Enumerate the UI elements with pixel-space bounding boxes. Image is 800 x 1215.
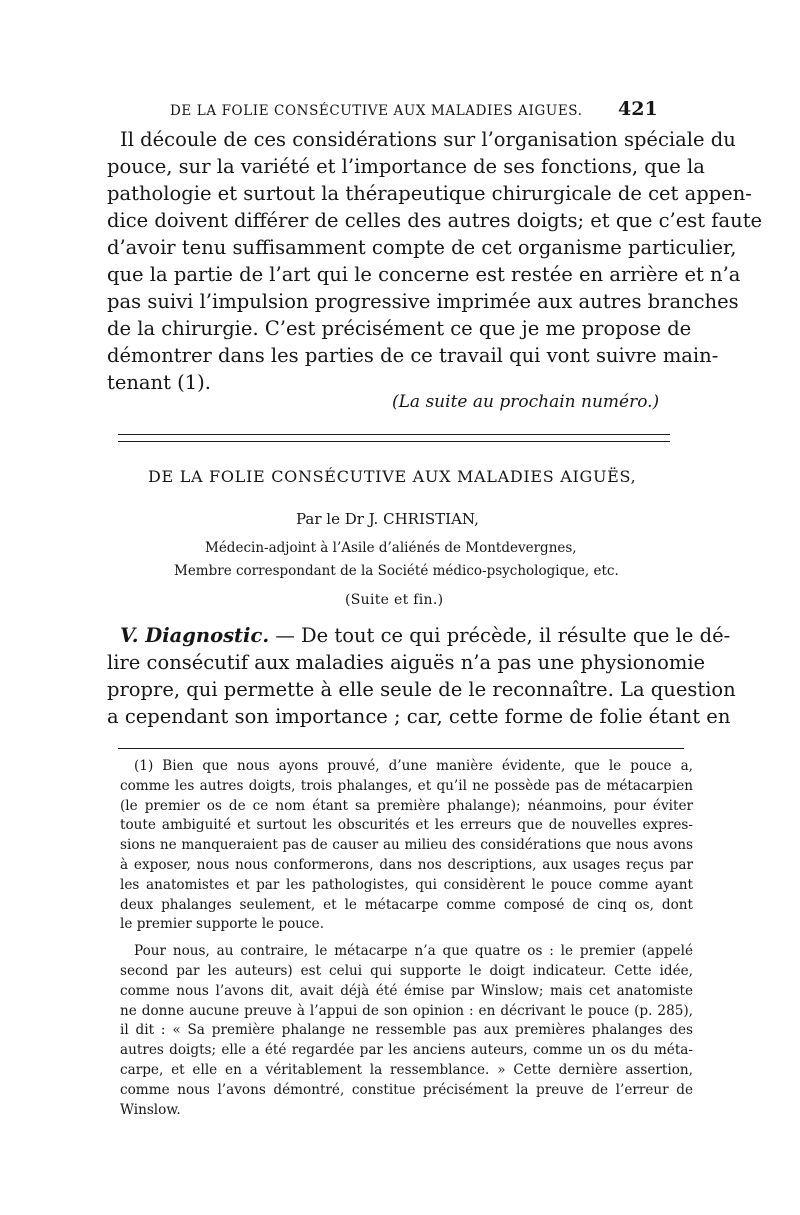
paragraph-gap	[120, 935, 693, 942]
footnote-line: le premier supporte le pouce.	[120, 916, 325, 933]
footnote-line: second par les auteurs) est celui qui supporte le doigt indicateur. Cette idée,	[120, 962, 693, 979]
footnote-line: les anatomistes et par les pathologistes, qui considèrent le pouce comme ayant	[120, 876, 693, 893]
author-affiliation: Membre correspondant de la Société médico-psychologique, etc.	[174, 563, 619, 579]
footnote-line: ne donne aucune preuve à l’appui de son opinion : en décrivant le pouce (p. 285),	[120, 1002, 693, 1019]
footnote-line: il dit : « Sa première phalange ne ressemble pas aux premières phalanges des	[120, 1022, 693, 1039]
section-first-line: — De tout ce qui précède, il résulte que le dé-	[269, 624, 731, 647]
footnote-line: carpe, et elle en a véritablement la ressemblance. » Cette dernière assertion,	[120, 1061, 693, 1078]
footnote-line: toute ambiguité et surtout les obscurités et les erreurs que de nouvelles expres-	[120, 817, 693, 834]
footnote-line: (1) Bien que nous ayons prouvé, d’une manière évidente, que le pouce a,	[134, 758, 693, 774]
footnote-line: Pour nous, au contraire, le métacarpe n’a que quatre os : le premier (appelé	[134, 943, 693, 960]
text-line: dice doivent différer de celles des autres doigts; et que c’est faute	[107, 209, 763, 232]
footnote-line: sions ne manqueraient pas de causer au milieu des considérations que nous avons	[120, 837, 693, 854]
footnote-line: comme nous l’avons démontré, constitue précisément la preuve de l’erreur de	[120, 1081, 693, 1098]
text-line: démontrer dans les parties de ce travail qui vont suivre main-	[107, 344, 719, 367]
section-divider-rule	[118, 434, 670, 442]
text-line: pathologie et surtout la thérapeutique chirurgicale de cet appen-	[107, 182, 752, 205]
text-line	[107, 622, 731, 649]
text-line: a cependant son importance ; car, cette forme de folie étant en	[107, 705, 731, 728]
footnote	[120, 757, 693, 1120]
page-number: 421	[618, 98, 658, 120]
footnote-line: comme nous l’avons dit, avait déjà été émise par Winslow; mais cet anatomiste	[120, 982, 693, 999]
article-title: DE LA FOLIE CONSÉCUTIVE AUX MALADIES AIGUËS,	[148, 467, 637, 486]
text-line: de la chirurgie. C’est précisément ce que je me propose de	[107, 317, 692, 340]
to-be-continued-note: (La suite au prochain numéro.)	[392, 392, 660, 412]
text-line: propre, qui permette à elle seule de le reconnaître. La question	[107, 678, 736, 701]
footnote-line: Winslow.	[120, 1101, 181, 1118]
text-line: pouce, sur la variété et l’importance de ses fonctions, que la	[107, 155, 705, 178]
text-line: d’avoir tenu suffisamment compte de cet organisme particulier,	[107, 236, 737, 259]
footnote-line: autres doigts; elle a été regardée par les anciens auteurs, comme un os du méta-	[120, 1042, 693, 1059]
author-byline: Par le Dr J. CHRISTIAN,	[296, 510, 479, 528]
section-text	[107, 622, 736, 730]
footnote-line: comme les autres doigts, trois phalanges, et qu’il ne possède pas de métacarpien	[120, 777, 693, 794]
section-heading: V. Diagnostic.	[120, 624, 270, 647]
text-line: Il découle de ces considérations sur l’organisation spéciale du	[120, 128, 736, 151]
continuation-note: (Suite et fin.)	[345, 592, 444, 608]
footnote-rule	[118, 748, 684, 749]
text-line: que la partie de l’art qui le concerne est restée en arrière et n’a	[107, 263, 741, 286]
text-line: pas suivi l’impulsion progressive imprimée aux autres branches	[107, 290, 739, 313]
author-affiliation: Médecin-adjoint à l’Asile d’aliénés de Montdevergnes,	[205, 540, 577, 556]
running-head: DE LA FOLIE CONSÉCUTIVE AUX MALADIES AIGUES.	[170, 103, 583, 119]
text-line: tenant (1).	[107, 371, 211, 394]
footnote-line: à exposer, nous nous conformerons, dans nos descriptions, aux usages reçus par	[120, 856, 693, 873]
footnote-line: deux phalanges seulement, et le métacarpe comme composé de cinq os, dont	[120, 896, 693, 913]
footnote-line: (le premier os de ce nom étant sa première phalange); néanmoins, pour éviter	[120, 797, 693, 814]
previous-article-text	[107, 126, 763, 396]
text-line: lire consécutif aux maladies aiguës n’a pas une physionomie	[107, 651, 706, 674]
